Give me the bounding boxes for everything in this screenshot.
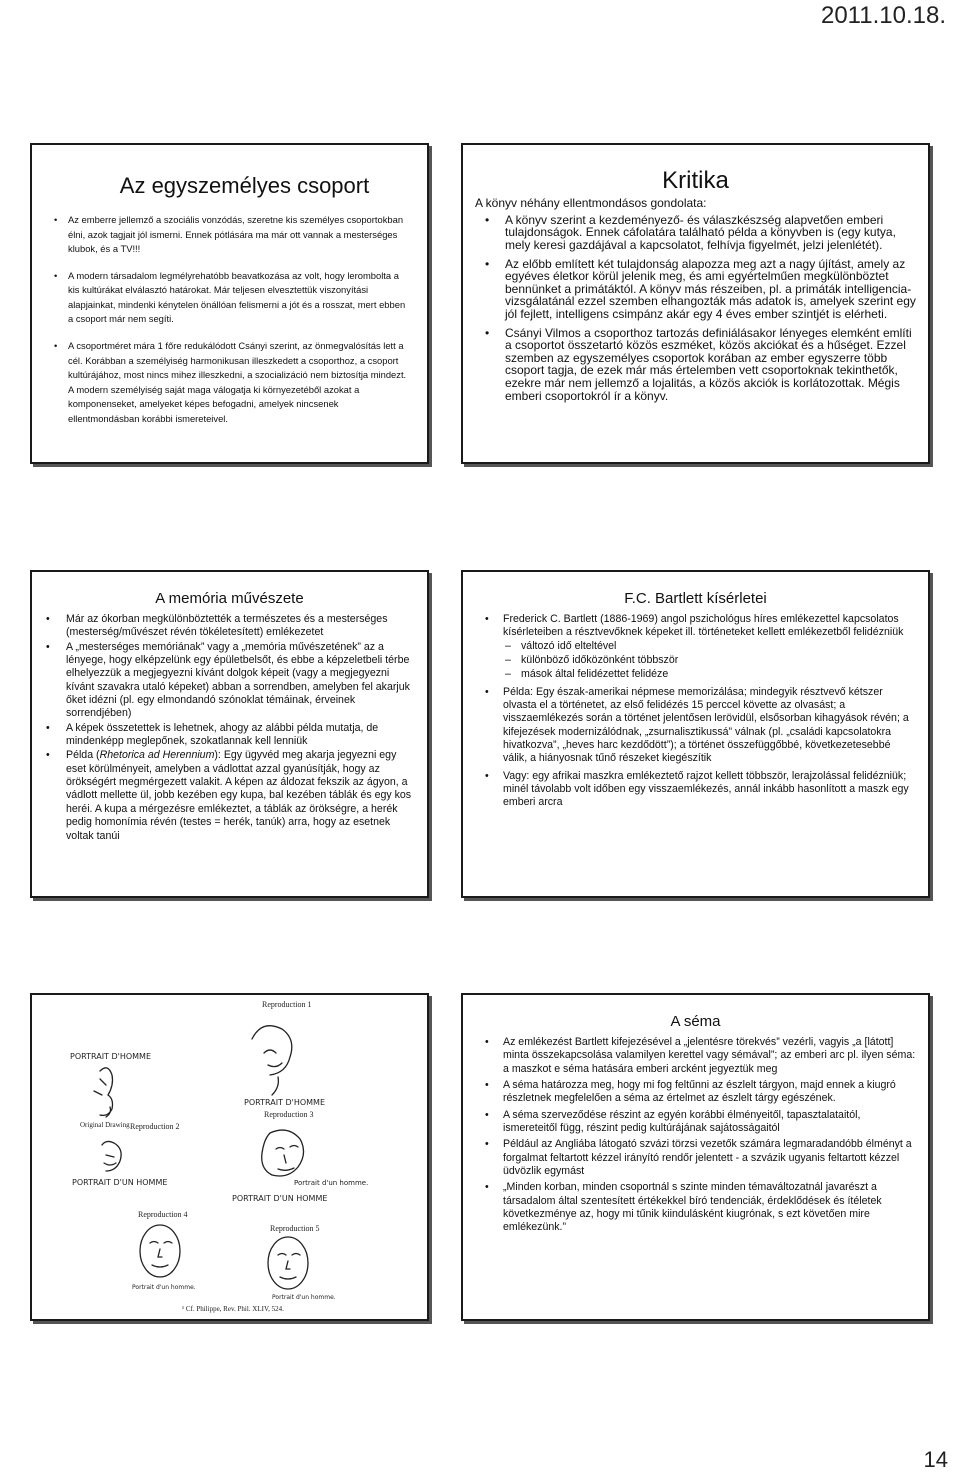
- label-reproduction-3: Reproduction 3: [264, 1110, 314, 1119]
- example-prefix: Példa (: [66, 749, 100, 762]
- slide-title: F.C. Bartlett kísérletei: [624, 590, 767, 607]
- page-number: 14: [923, 1447, 948, 1472]
- portrait-drawings-illustration: [32, 995, 427, 1319]
- small-caption-4: Portrait d'un homme.: [132, 1284, 196, 1291]
- list-item: • A „mesterséges memóriának” vagy a „memória művészetének” az a lényege, hogy elképzelünk egy épületbelsőt, és ebbe a képzeletbeli térbe elhelyezzük a megjegyezni kívánt dolgok képeit (vagy a megjegyezni kívánt szavakra utaló képeket) abban a sorrendben, amelyben fel akarjuk őket idézni (pl. egy elmondandó szónoklat témáinak, érveinek sorrendjében): [66, 641, 417, 721]
- slide-kritika: [461, 143, 930, 464]
- sub-list-item: – mások által felidézettet felidéze: [521, 668, 916, 681]
- example-text: ): Egy ügyvéd meg akarja jegyezni egy eset körülményeit, amelyben a vádlottat azzal gyanúsítják, hogy az örökségért megmérgezett valakit. A képen az áldozat fekszik az ágyon, a vádlott mellette ül, jobb kezében egy kupa, bal kezében táblák és egy kos heréi. A kupa a mérgezésre emlékeztet, a táblák az örökségre, a herék pedig homonímia révén (testes = herék, tanúk) arra, hogy az esetnek voltak tanúi: [66, 749, 412, 842]
- list-item: • A séma szerveződése részint az egyén korábbi élményeitől, tapasztalataitól, ismereteitől függ, részint pedig kultúrájának sajátosságaitól: [503, 1109, 916, 1136]
- example-source: Rhetorica ad Herennium: [99, 749, 215, 762]
- slide-sema: [461, 993, 930, 1321]
- sub-list-item: – változó idő elteltével: [521, 640, 916, 653]
- caption-reproduction-3: Portrait d'un homme.: [294, 1179, 369, 1187]
- caption-top-right: PORTRAIT D'UN HOMME: [232, 1194, 328, 1203]
- footnote: ¹ Cf. Philippe, Rev. Phil. XLIV, 524.: [182, 1305, 284, 1313]
- label-reproduction-4: Reproduction 4: [138, 1210, 188, 1219]
- sub-list-item: – különböző időközönként többször: [521, 654, 916, 667]
- bullet-list: [503, 1036, 916, 1235]
- list-item: • „Minden korban, minden csoportnál s szinte minden témaváltozatnál javarészt a társadalom által szentesített értékekkel bíró tendenciák, érdeklődések és ítéletek következménye az, hogy mi tűnik kiindulásként kiugrónak, s ezt követően mire emlékezünk.”: [503, 1181, 916, 1234]
- slide-egyszemelyes-csoport: [30, 143, 429, 464]
- caption-reproduction-2: PORTRAIT D'UN HOMME: [72, 1178, 168, 1187]
- bullet-list: [66, 613, 417, 843]
- small-caption-5: Portrait d'un homme.: [272, 1294, 336, 1301]
- label-reproduction-2: Reproduction 2: [130, 1122, 180, 1131]
- list-item: • Már az ókorban megkülönböztették a természetes és a mesterséges (mesterség/művészet révén tökéletesített) emlékezetet: [66, 613, 417, 640]
- date-header: 2011.10.18.: [820, 2, 946, 29]
- label-reproduction-1: Reproduction 1: [262, 1000, 312, 1009]
- list-item: • Csányi Vilmos a csoporthoz tartozás definiálásakor lényeges elemként említi a csoportot összetartó közös eszméket, közös akciókat és a hűséget. Ezzel szemben az egyszemélyes csoportok korában az ember egyszerre több csoport tagja, de ezek már más értelemben vett csoportoknak tekinthetők, ezekre már nem jellemző a lojalitás, a közös akciók is korlátozottak. Mégis emberi csoportokról ír a könyv.: [505, 327, 916, 403]
- label-reproduction-5: Reproduction 5: [270, 1224, 320, 1233]
- list-item: • Az emlékezést Bartlett kifejezésével a „jelentésre törekvés” vezérli, vagyis „a [látott] minta összekapcsolása valamilyen kerettel vagy sémával”; az emberi arc pl. ilyen séma: a maszkot e séma hatására emberi arcként jegyeztük meg: [503, 1036, 916, 1076]
- intro-bullet-text: Frederick C. Bartlett (1886-1969) angol pszichológus híres emlékezettel kapcsolatos kísérleteiben a résztvevőknek képeket ill. történeteket kellett emlékezetből felidézniük: [503, 613, 904, 639]
- reproduction-3: [262, 1110, 369, 1187]
- list-item: • Vagy: egy afrikai maszkra emlékeztető rajzot kellett többször, lerajzolással felidézniük; minél távolabb volt időben egy visszaemlékezés, annál inkább hasonlított a maszk egy emberi arcra: [503, 770, 916, 810]
- list-item: • A képek összetettek is lehetnek, ahogy az alábbi példa mutatja, de mindenképp meglepőnek, szokatlannak kell lenniük: [66, 722, 417, 749]
- list-item: [503, 613, 916, 682]
- label-original: Original Drawing: [80, 1121, 130, 1129]
- caption-reproduction-1: PORTRAIT D'HOMME: [244, 1098, 326, 1107]
- caption-original: PORTRAIT D'HOMME: [70, 1052, 152, 1061]
- list-item: • A könyv szerint a kezdeményező- és válaszkészség alapvetően emberi tulajdonságok. Ennek cáfolatára található példa a könyvben is (egy kutya, mely keresi gazdájával a kapcsolatot, felhívja figyelmét, jelzi jelenlétét).: [505, 214, 916, 252]
- list-item: • A csoportméret mára 1 főre redukálódott Csányi szerint, az önmegvalósítás lett a cél. Korábban a személyiség harmonikusan illeszkedett a csoporthoz, a csoport kultúrájához, most nincs mihez illeszkedni, a szocializáció nem biztosítja mindezt. A modern személyiség saját maga válogatja ki környezetéből azokat a komponenseket, amelyeket képes befogadni, amelyek nincsenek ellentmondásban korábbi ismereteivel.: [68, 339, 409, 426]
- slide-bartlett-kiserletei: [461, 570, 930, 898]
- list-item: • Az előbb említett két tulajdonság alapozza meg azt a nagy újítást, amely az egyéves életkor körül jelenik meg, és ami egyértelműen megkülönböztet bennünket a primátáktól. A könyv más részeiben, pl. a primáták intelligencia-vizsgálatánál ezzel szemben elhangozták más adatok is, amelyek szerint egy jól fejlett, intelligens csimpánz akár egy 4 éves ember szintjét is elérheti.: [505, 258, 916, 321]
- slide-memoria-muveszete: [30, 570, 429, 898]
- slide-title: A séma: [670, 1013, 721, 1030]
- sub-bullet-list: [521, 640, 916, 682]
- slide-title: Az egyszemélyes csoport: [119, 173, 370, 198]
- slide-title: A memória művészete: [155, 590, 304, 607]
- original-drawing: [70, 1052, 151, 1129]
- reproduction-4: [132, 1210, 196, 1291]
- list-item: • A séma határozza meg, hogy mi fog feltűnni az észlelt tárgyon, majd ennek a kiugró részletnek megfelelően a séma az értelmet az észlelt tárgy egészének.: [503, 1079, 916, 1106]
- slide-title: Kritika: [662, 167, 729, 194]
- bullet-list: [68, 213, 409, 427]
- list-item: • Az emberre jellemző a szociális vonzódás, szeretne kis személyes csoportokban élni, azok tagjait jól ismerni. Ennek pótlására ma már ott vannak a mesterséges klubok, és a TV!!!: [68, 213, 409, 257]
- list-item: • Például az Angliába látogató szvázi törzsi vezetők számára legmaradandóbb élményt a forgalmat feltartott kézzel irányító rendőr jelentett - a szvázik ugyanis feltartott kézzel üdvözlik egymást: [503, 1138, 916, 1178]
- list-item: • Példa: Egy észak-amerikai népmese memorizálása; mindegyik résztvevő kétszer olvasta el a történetet, az első felidézés 15 perccel követte az olvasást; a visszaemlékezés során a történet jelentősen lerövidül, elsősorban kihagyások révén; a kifejezések modernizálódnak, „zsurnalisztikussá” válnak (pl. „családi kapcsolatokra hivatkozva”, „heves harc kezdődött”); a történet összefüggőbbé, következetesebbé válik, a hiányosnak tűnő részeket kiegészítik: [503, 686, 916, 766]
- list-item: • A modern társadalom legmélyrehatóbb beavatkozása az volt, hogy lerombolta a kis kultúrákat elválasztó határokat. Már teljesen elvesztettük viszonyítási alapjainkat, mindenki kénytelen önállóan felismerni a jót és a rosszat, mert ebben a csoport már nem segíti.: [68, 269, 409, 327]
- reproduction-1: [244, 1000, 325, 1107]
- reproduction-2: [72, 1122, 180, 1187]
- list-item: [66, 749, 417, 842]
- reproduction-5: [268, 1224, 336, 1301]
- bullet-list: [503, 613, 916, 810]
- slide-portrait-drawings: [30, 993, 429, 1321]
- intro-text: A könyv néhány ellentmondásos gondolata:: [475, 196, 707, 210]
- bullet-list: [505, 214, 916, 402]
